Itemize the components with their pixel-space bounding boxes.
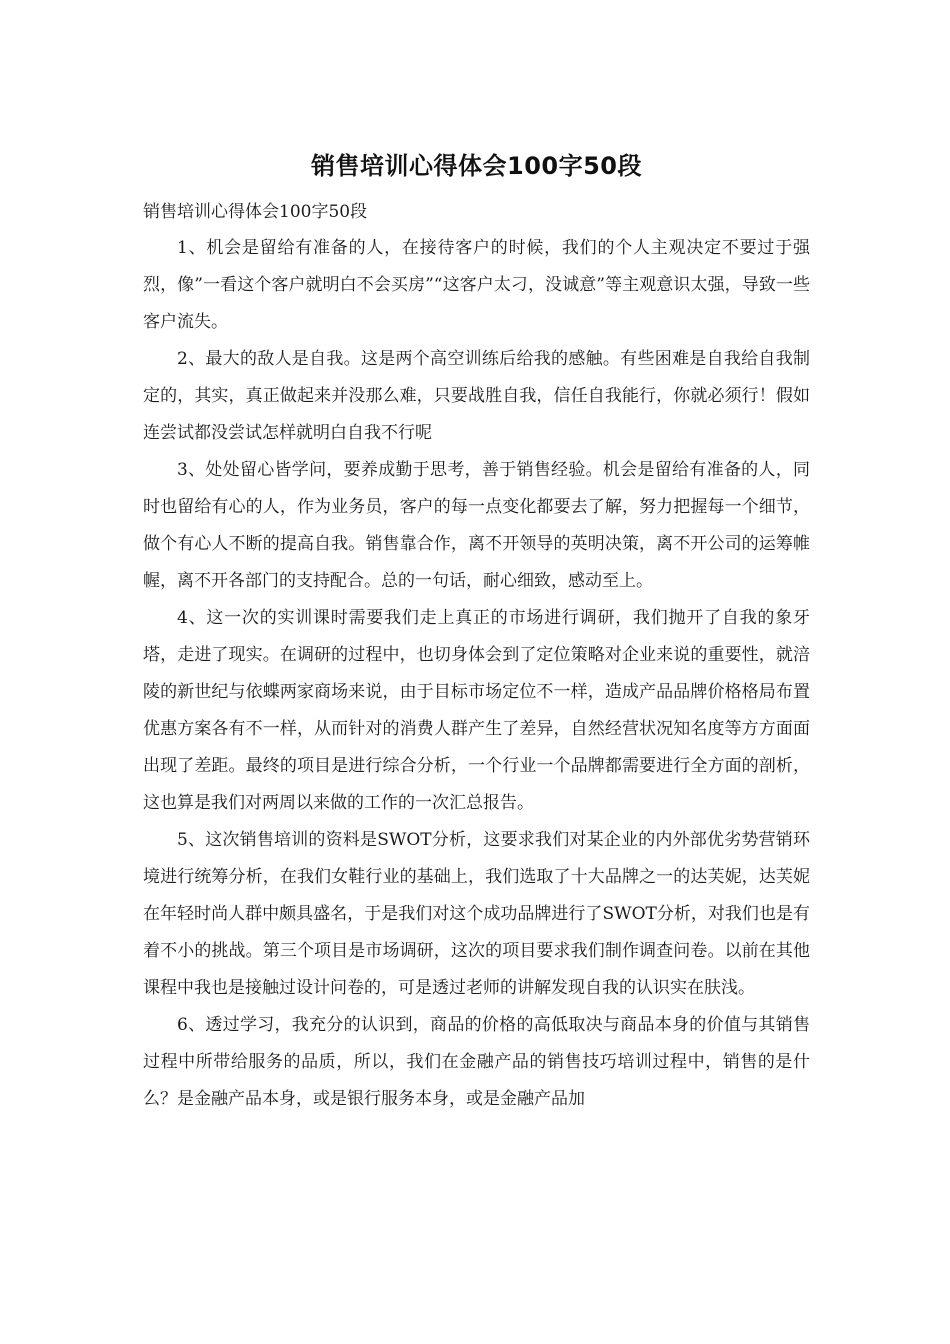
document-title: 销售培训心得体会100字50段 <box>311 152 642 180</box>
paragraph-5: 5、这次销售培训的资料是SWOT分析，这要求我们对某企业的内外部优劣势营销环境进行统筹分析，在我们女鞋行业的基础上，我们选取了十大品牌之一的达芙妮，达芙妮在年轻时尚人群中颇具盛名，于是我们对这个成功品牌进行了SWOT分析，对我们也是有着不小的挑战。第三个项目是市场调研，这次的项目要求我们制作调查问卷。以前在其他课程中我也是接触过设计问卷的，可是透过老师的讲解发现自我的认识实在肤浅。 <box>143 830 810 998</box>
paragraph-1: 1、机会是留给有准备的人，在接待客户的时候，我们的个人主观决定不要过于强烈，像”一看这个客户就明白不会买房”“这客户太刁，没诚意”等主观意识太强，导致一些客户流失。 <box>143 238 810 332</box>
paragraph-2: 2、最大的敌人是自我。这是两个高空训练后给我的感触。有些困难是自我给自我制定的，其实，真正做起来并没那么难，只要战胜自我，信任自我能行，你就必须行！假如连尝试都没尝试怎样就明白自我不行呢 <box>143 349 810 443</box>
paragraph-3: 3、处处留心皆学问，要养成勤于思考，善于销售经验。机会是留给有准备的人，同时也留给有心的人，作为业务员，客户的每一点变化都要去了解，努力把握每一个细节，做个有心人不断的提高自我。销售靠合作，离不开领导的英明决策，离不开公司的运筹帷幄，离不开各部门的支持配合。总的一句话，耐心细致，感动至上。 <box>143 460 810 591</box>
paragraph-6: 6、透过学习，我充分的认识到，商品的价格的高低取决与商品本身的价值与其销售过程中所带给服务的品质，所以，我们在金融产品的销售技巧培训过程中，销售的是什么？是金融产品本身，或是银行服务本身，或是金融产品加 <box>143 1015 810 1109</box>
document-page <box>143 148 810 1118</box>
document-subtitle: 销售培训心得体会100字50段 <box>143 202 368 222</box>
paragraph-4: 4、这一次的实训课时需要我们走上真正的市场进行调研，我们抛开了自我的象牙塔，走进了现实。在调研的过程中，也切身体会到了定位策略对企业来说的重要性，就涪陵的新世纪与依蝶两家商场来说，由于目标市场定位不一样，造成产品品牌价格格局布置优惠方案各有不一样，从而针对的消费人群产生了差异，自然经营状况知名度等方方面面出现了差距。最终的项目是进行综合分析，一个行业一个品牌都需要进行全方面的剖析，这也算是我们对两周以来做的工作的一次汇总报告。 <box>143 608 810 813</box>
